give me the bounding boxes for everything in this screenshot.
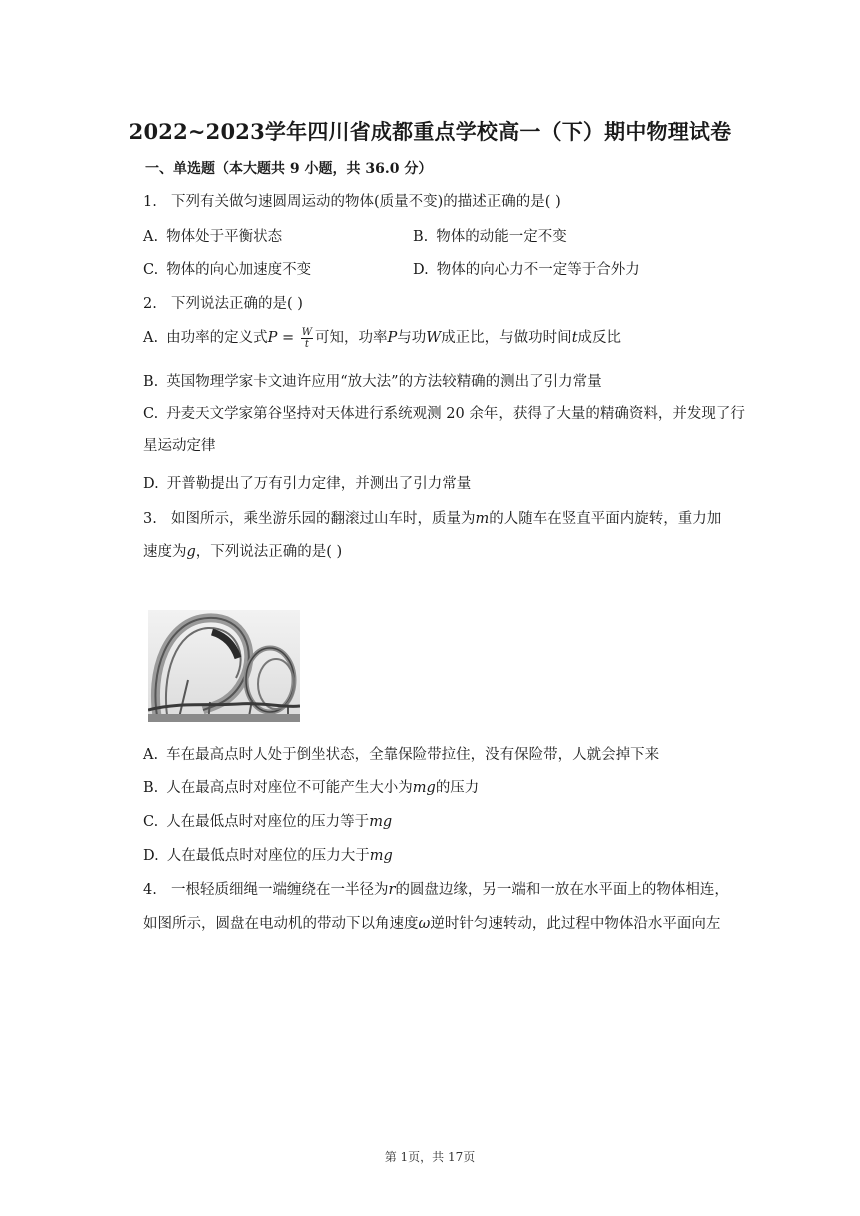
question-number: 1. bbox=[143, 194, 157, 210]
q1-option-d: D. 物体的向心力不一定等于合外力 bbox=[413, 262, 640, 278]
question-number: 4. bbox=[143, 882, 157, 898]
question-2 bbox=[143, 292, 303, 313]
question-4-line-2: 如图所示，圆盘在电动机的带动下以角速度ω逆时针匀速转动，此过程中物体沿水平面向左 bbox=[143, 916, 721, 932]
q3-option-b: B. 人在最高点时对座位不可能产生大小为mg的压力 bbox=[143, 780, 480, 796]
section-heading: 一、单选题（本大题共 9 小题，共 36.0 分） bbox=[145, 161, 433, 177]
question-text: 下列说法正确的是( ) bbox=[171, 296, 303, 312]
question-3-line-2: 速度为g，下列说法正确的是( ) bbox=[143, 544, 343, 560]
q3-option-c: C. 人在最低点时对座位的压力等于mg bbox=[143, 814, 393, 830]
page-title: 2022~2023学年四川省成都重点学校高一（下）期中物理试卷 bbox=[128, 119, 732, 144]
q2-option-c: C. 丹麦天文学家第谷坚持对天体进行系统观测 20 余年，获得了大量的精确资料，并发现了行星运动定律 bbox=[143, 406, 745, 454]
power-fraction: $\frac{W}{t}$ bbox=[301, 326, 313, 350]
q3-option-a: A. 车在最高点时人处于倒坐状态，全靠保险带拉住，没有保险带，人就会掉下来 bbox=[143, 747, 660, 763]
q3-option-d: D. 人在最低点时对座位的压力大于mg bbox=[143, 848, 393, 864]
q2-option-d: D. 开普勒提出了万有引力定律，并测出了引力常量 bbox=[143, 476, 472, 492]
roller-coaster-image bbox=[148, 610, 300, 722]
page-footer: 第 1页，共 17页 bbox=[384, 1150, 476, 1164]
q1-option-c: C. 物体的向心加速度不变 bbox=[143, 262, 312, 278]
q2-option-a: A. 由功率的定义式P = $\frac{W}{t}$ 可知，功率P与功W成正比，与做功时间t成反比 bbox=[143, 326, 622, 350]
question-number: 2. bbox=[143, 296, 157, 312]
question-1 bbox=[143, 190, 561, 211]
q2-option-b: B. 英国物理学家卡文迪许应用“放大法”的方法较精确的测出了引力常量 bbox=[143, 374, 602, 390]
question-3: 3. 如图所示，乘坐游乐园的翻滚过山车时，质量为m的人随车在竖直平面内旋转，重力加 bbox=[143, 511, 722, 527]
q1-option-b: B. 物体的动能一定不变 bbox=[413, 229, 567, 245]
question-text: 下列有关做匀速圆周运动的物体(质量不变)的描述正确的是( ) bbox=[171, 194, 561, 210]
q1-option-a: A. 物体处于平衡状态 bbox=[143, 229, 283, 245]
question-number: 3. bbox=[143, 511, 157, 527]
question-4: 4. 一根轻质细绳一端缠绕在一半径为r的圆盘边缘，另一端和一放在水平面上的物体相连， bbox=[143, 882, 729, 898]
